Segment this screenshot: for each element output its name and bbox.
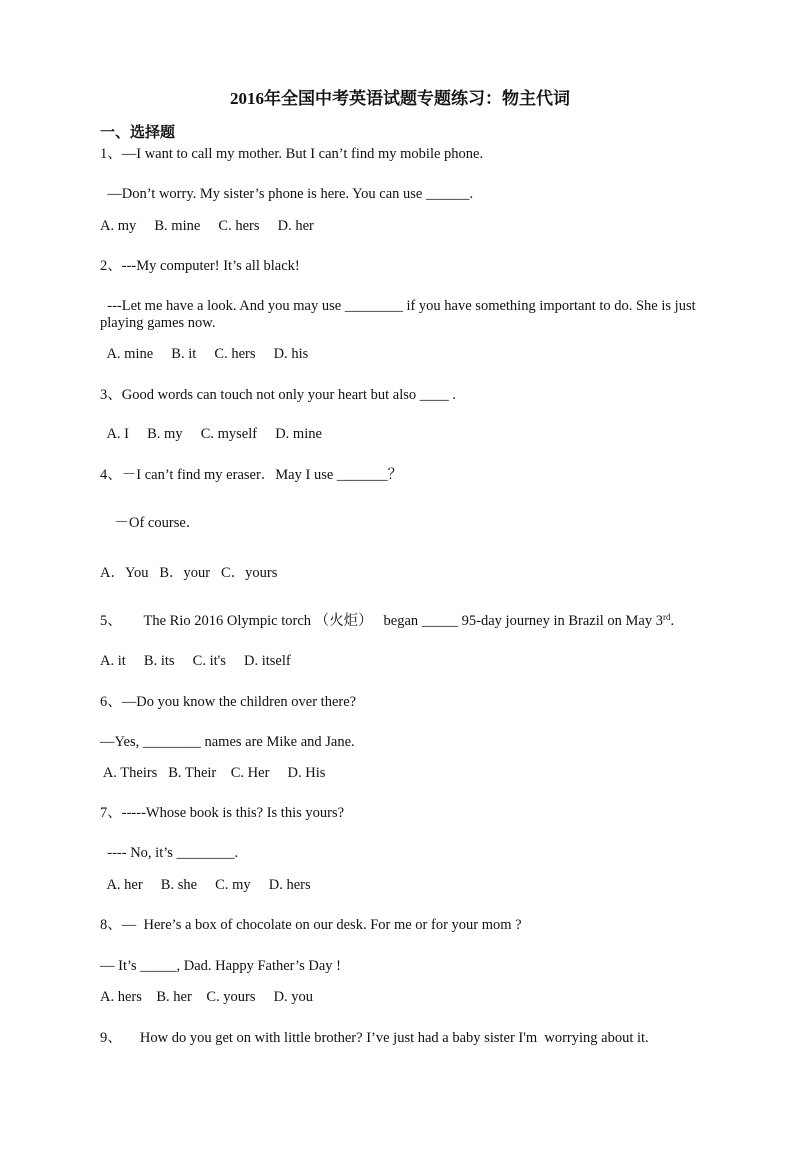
question-5-stem-text: 5、 The Rio 2016 Olympic torch （火炬） began _____ 95-day journey in Brazil on May 3 [100,613,663,629]
question-2-options: A. mine B. it C. hers D. his [100,346,309,362]
question-1-options: A. my B. mine C. hers D. her [100,218,314,234]
question-1-stem: 1、—I want to call my mother. But I can’t find my mobile phone. [100,146,484,162]
section-heading: 一、选择题 [100,125,176,141]
question-7-stem: 7、-----Whose book is this? Is this yours? [100,805,345,821]
question-8-reply: — It’s _____, Dad. Happy Father’s Day ! [100,958,341,974]
question-4-options: A．You B．your C．yours [100,565,278,581]
question-2-stem: 2、---My computer! It’s all black! [100,258,300,274]
question-5-ordinal-suffix: rd [663,612,671,622]
question-4-reply: －Of course． [100,515,201,531]
question-1-reply: —Don’t worry. My sister’s phone is here. You can use ______. [100,186,474,202]
question-5-stem-end: . [670,613,675,629]
question-3-stem: 3、Good words can touch not only your heart but also ____ . [100,387,457,403]
question-5-stem [100,613,715,630]
question-8-stem: 8、— Here’s a box of chocolate on our desk. For me or for your mom ? [100,917,522,933]
question-2-reply: ---Let me have a look. And you may use ________ if you have something important to do. She is just playing games now. [100,298,700,331]
question-9-stem: 9、 How do you get on with little brother? I’ve just had a baby sister I'm worrying about it. [100,1030,649,1046]
question-4-stem: 4、－I can’t find my eraser．May I use _______？ [100,467,403,483]
question-6-stem: 6、—Do you know the children over there? [100,694,357,710]
question-3-options: A. I B. my C. myself D. mine [100,426,322,442]
question-7-options: A. her B. she C. my D. hers [100,877,311,893]
question-5-options: A. it B. its C. it's D. itself [100,653,291,669]
question-8-options: A. hers B. her C. yours D. you [100,989,314,1005]
question-6-options: A. Theirs B. Their C. Her D. His [100,765,326,781]
question-7-reply: ---- No, it’s ________. [100,845,239,861]
page-title: 2016年全国中考英语试题专题练习：物主代词 [230,89,570,108]
question-6-reply: —Yes, ________ names are Mike and Jane. [100,734,355,750]
